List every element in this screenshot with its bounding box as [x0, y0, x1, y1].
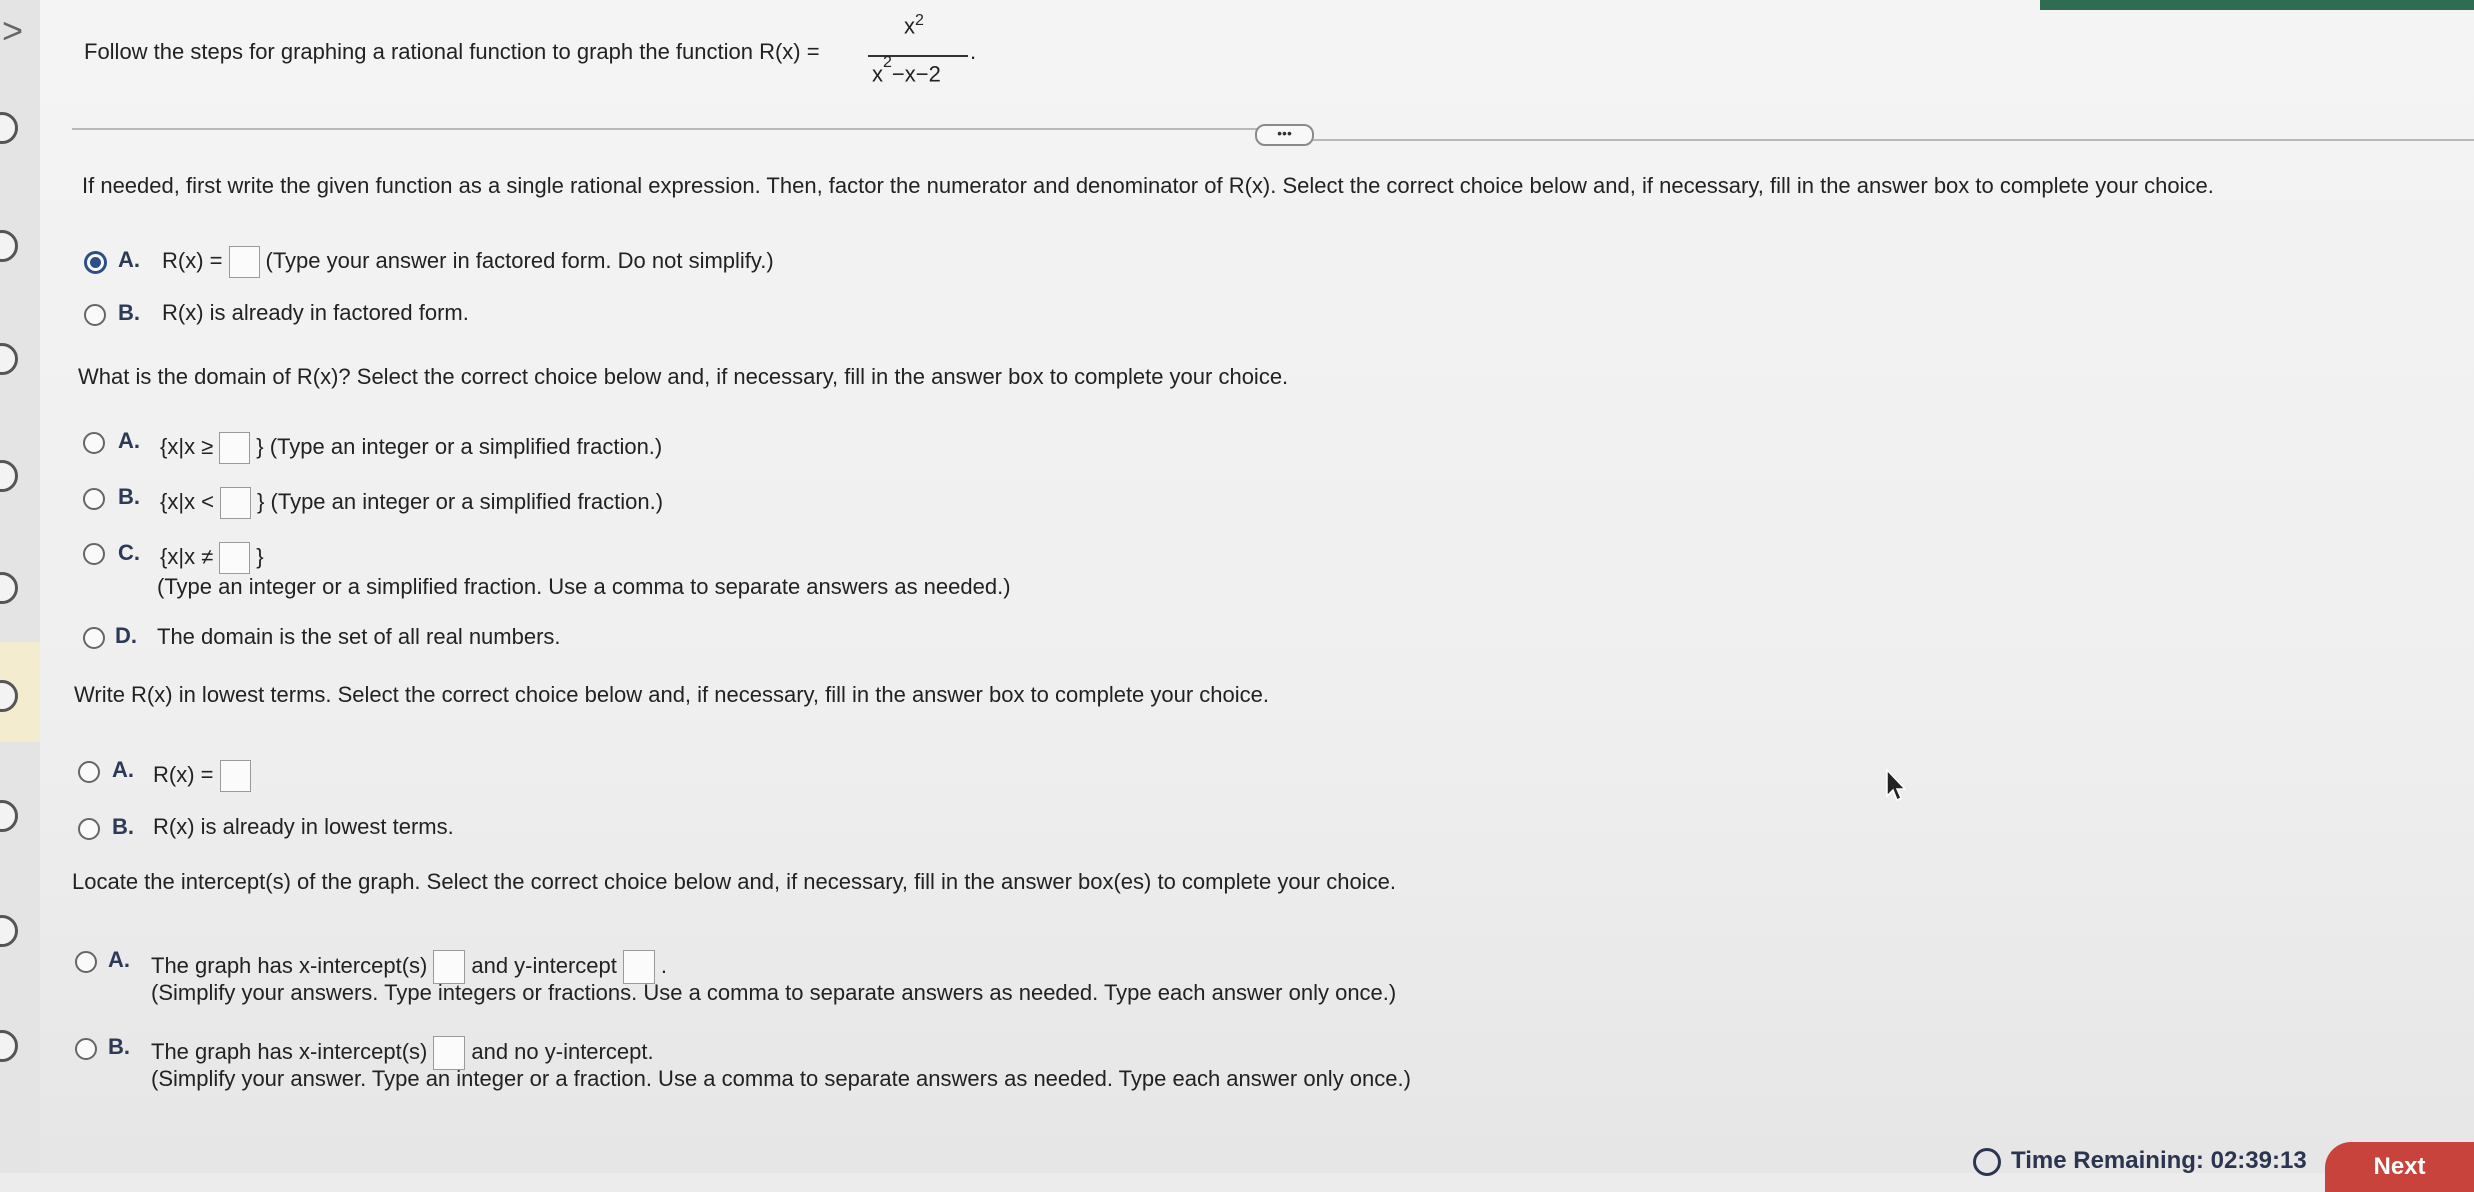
q2-b-prefix: {x|x < — [160, 488, 215, 514]
q1-a-hint: (Type your answer in factored form. Do not simplify.) — [265, 247, 774, 273]
q2-option-d-letter: D. — [115, 623, 137, 648]
fraction-numerator — [904, 12, 924, 39]
q4-option-b-hint: (Simplify your answer. Type an integer or a fraction. Use a comma to separate answers as needed. Type each answer only once.) — [151, 1066, 1411, 1091]
q1-option-b-letter: B. — [118, 300, 140, 325]
prompt-period: . — [970, 39, 977, 64]
next-button[interactable]: Next — [2325, 1142, 2474, 1192]
more-options-button[interactable]: ••• — [1255, 124, 1314, 146]
q4-option-b-radio[interactable] — [75, 1038, 97, 1060]
q4-a-period: . — [660, 952, 667, 978]
denominator-exponent: 2 — [883, 54, 892, 71]
q2-c-answer-box[interactable] — [219, 542, 250, 574]
q2-option-b-letter: B. — [118, 484, 140, 509]
q3-option-b-radio[interactable] — [78, 818, 100, 840]
q3-option-a — [153, 760, 257, 792]
q1-option-b-text: R(x) is already in factored form. — [162, 300, 469, 325]
denominator-x: x — [872, 61, 883, 87]
q1-option-a-letter: A. — [118, 247, 140, 272]
question-nav-dot[interactable] — [0, 112, 18, 144]
q3-a-answer-box[interactable] — [220, 760, 251, 792]
q1-a-prefix: R(x) = — [162, 247, 223, 273]
q4-prompt: Locate the intercept(s) of the graph. Select the correct choice below and, if necessary, fill in the answer box(es) to complete your choice. — [72, 869, 1396, 894]
q4-a-prefix: The graph has x-intercept(s) — [151, 952, 428, 978]
q3-a-prefix: R(x) = — [153, 761, 214, 787]
q2-a-close-brace: } — [256, 433, 264, 459]
denominator-rest: −x−2 — [891, 61, 941, 87]
q4-a-middle: and y-intercept — [471, 952, 617, 978]
q4-b-suffix: and no y-intercept. — [471, 1038, 654, 1064]
q3-prompt: Write R(x) in lowest terms. Select the correct choice below and, if necessary, fill in the answer box to complete your choice. — [74, 682, 1270, 707]
q2-b-close-brace: } — [257, 488, 265, 514]
q4-option-a-letter: A. — [108, 947, 130, 972]
question-nav-dot[interactable] — [0, 230, 18, 262]
q3-option-a-letter: A. — [112, 757, 134, 782]
top-accent-band — [2040, 0, 2474, 10]
q4-option-a-radio[interactable] — [75, 951, 97, 973]
q2-c-prefix: {x|x ≠ — [160, 543, 214, 569]
q2-a-answer-box[interactable] — [219, 432, 250, 464]
q2-option-c-radio[interactable] — [83, 543, 105, 565]
q2-b-hint: (Type an integer or a simplified fraction.) — [270, 488, 664, 514]
question-nav-dot[interactable] — [0, 915, 18, 947]
question-nav-dot[interactable] — [0, 572, 18, 604]
question-nav-dot[interactable] — [0, 343, 18, 375]
left-question-nav — [0, 0, 40, 1173]
question-nav-dot[interactable] — [0, 460, 18, 492]
question-nav-dot[interactable] — [0, 1030, 18, 1062]
q2-option-c — [160, 542, 264, 574]
numerator-exponent: 2 — [915, 12, 924, 29]
q2-a-prefix: {x|x ≥ — [160, 433, 214, 459]
q2-b-answer-box[interactable] — [220, 487, 251, 519]
q4-option-a-hint: (Simplify your answers. Type integers or fractions. Use a comma to separate answers as needed. Type each answer only once.) — [151, 980, 1397, 1005]
clock-icon — [1973, 1148, 2001, 1176]
q3-option-a-radio[interactable] — [78, 761, 100, 783]
q2-option-a-radio[interactable] — [83, 432, 105, 454]
q2-option-c-letter: C. — [118, 540, 140, 565]
q1-option-a-radio[interactable] — [84, 251, 107, 274]
q1-a-answer-box[interactable] — [229, 246, 260, 278]
time-remaining-label: Time Remaining: — [2011, 1147, 2204, 1174]
q4-b-prefix: The graph has x-intercept(s) — [151, 1038, 428, 1064]
separator-right — [1312, 139, 2474, 141]
q3-option-b-letter: B. — [112, 814, 134, 839]
q2-option-b — [160, 487, 663, 519]
q2-option-c-hint: (Type an integer or a simplified fraction. Use a comma to separate answers as needed.) — [157, 574, 1011, 599]
question-nav-dot[interactable] — [0, 800, 18, 832]
mouse-pointer-icon — [1885, 768, 1909, 804]
q3-option-b-text: R(x) is already in lowest terms. — [153, 814, 454, 839]
numerator-base: x — [904, 13, 915, 39]
q1-option-b-radio[interactable] — [84, 304, 106, 326]
q2-option-a-letter: A. — [118, 428, 140, 453]
q2-option-d-radio[interactable] — [83, 627, 105, 649]
question-prompt: Follow the steps for graphing a rational function to graph the function R(x) = — [84, 39, 820, 64]
q2-a-hint: (Type an integer or a simplified fraction.) — [269, 433, 663, 459]
q2-option-b-radio[interactable] — [83, 488, 105, 510]
separator-left — [72, 128, 1257, 130]
q4-option-b-letter: B. — [108, 1034, 130, 1059]
q2-prompt: What is the domain of R(x)? Select the correct choice below and, if necessary, fill in the answer box to complete your choice. — [78, 364, 1289, 389]
fraction-denominator — [872, 54, 941, 87]
q2-option-d-text: The domain is the set of all real numbers. — [157, 624, 561, 649]
time-remaining — [1973, 1147, 2307, 1176]
time-remaining-value: 02:39:13 — [2210, 1147, 2307, 1174]
q2-option-a — [160, 432, 662, 464]
nav-arrow-icon[interactable]: > — [2, 10, 24, 51]
q2-c-close-brace: } — [256, 543, 264, 569]
q1-option-a — [162, 246, 774, 278]
q1-prompt: If needed, first write the given function as a single rational expression. Then, factor the numerator and denominator of R(x). Select the correct choice below and, if necessary, fill in the answer box to complete your choice. — [82, 173, 2214, 198]
